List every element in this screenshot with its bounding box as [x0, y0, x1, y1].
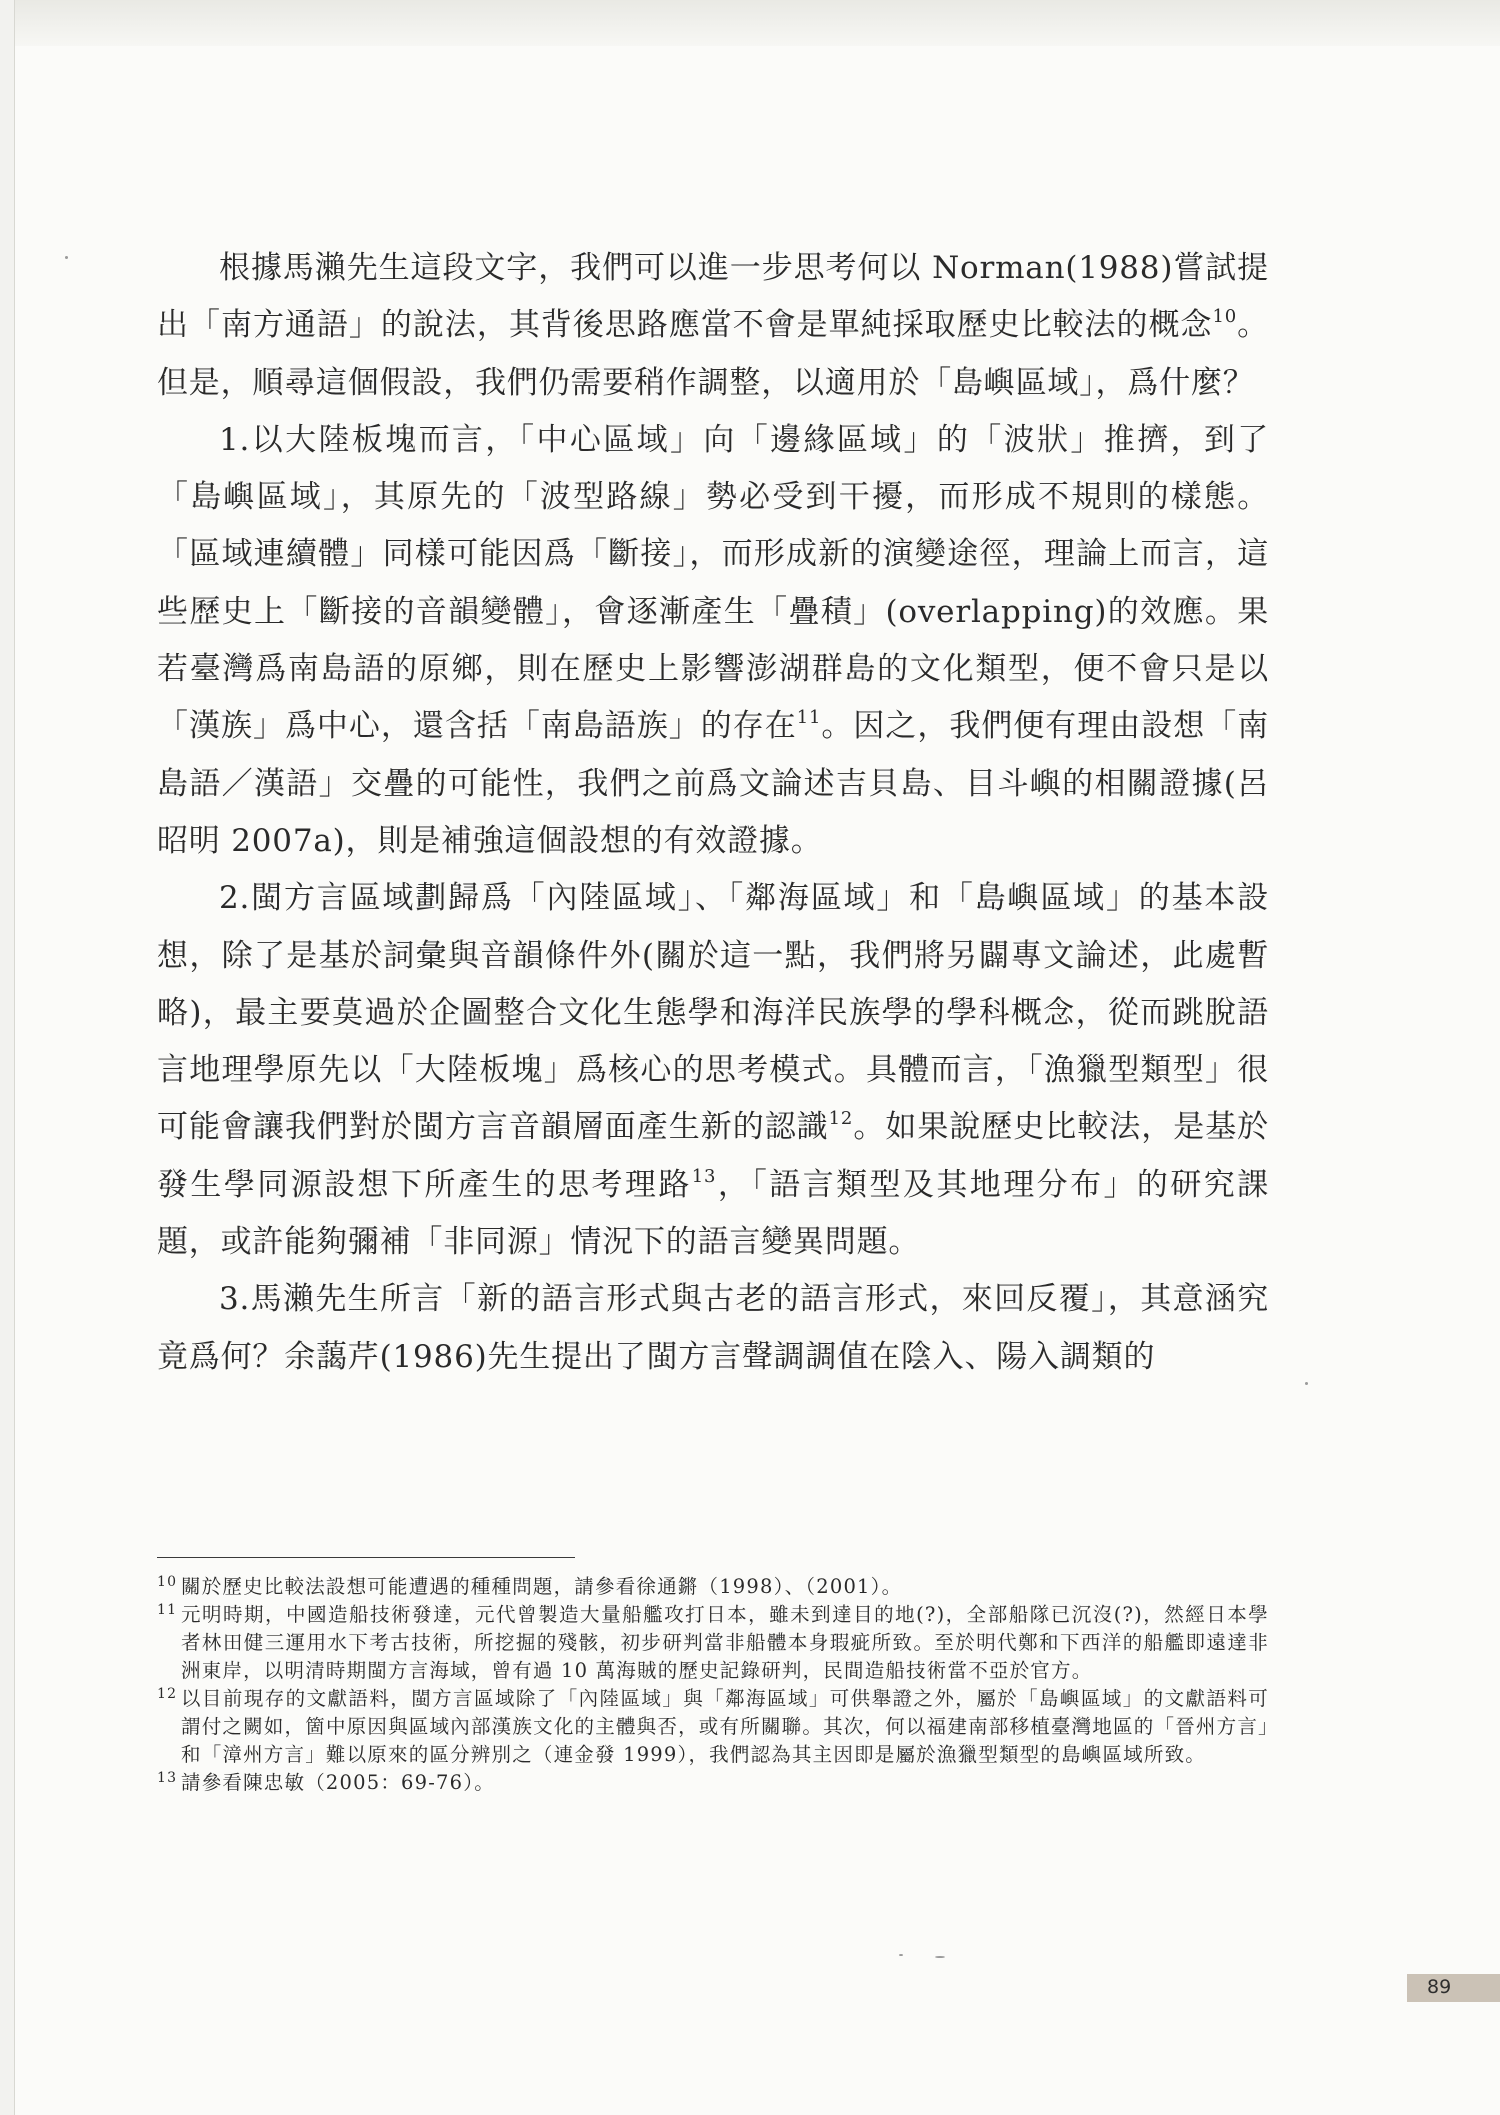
- footnote: [157, 1573, 1269, 1601]
- body-text-run: 1.以大陸板塊而言，「中心區域」向「邊緣區域」的「波狀」推擠，到了「島嶼區域」，其原先的「波型路線」勢必受到干擾，而形成不規則的樣態。「區域連續體」同樣可能因爲「斷接」，而形成新的演變途徑，理論上而言，這些歷史上「斷接的音韻變體」，會逐漸產生「疊積」(overlapping)的效應。果若臺灣爲南島語的原鄉，則在歷史上影響澎湖群島的文化類型，便不會只是以「漢族」爲中心，還含括「南島語族」的存在: [157, 421, 1269, 745]
- footnotes: [157, 1573, 1269, 1797]
- body-text-run: 2.閩方言區域劃歸爲「內陸區域」、「鄰海區域」和「島嶼區域」的基本設想，除了是基於詞彙與音韻條件外(關於這一點，我們將另闢專文論述，此處暫略)，最主要莫過於企圖整合文化生態學和海洋民族學的學科概念，從而跳脫語言地理學原先以「大陸板塊」爲核心的思考模式。具體而言，「漁獵型類型」很可能會讓我們對於閩方言音韻層面產生新的認識: [157, 880, 1269, 1146]
- body-text-run: ，「語言類型及其地理分布」的研究課題，或許能夠彌補「非同源」情況下的語言變異問題。: [157, 1166, 1269, 1261]
- footnote: [157, 1685, 1269, 1769]
- footnote: [157, 1601, 1269, 1685]
- scan-top-edge: [15, 0, 1500, 46]
- footnote-text: 關於歷史比較法設想可能遭遇的種種問題，請參看徐通鏘（1998）、（2001）。: [181, 1575, 903, 1598]
- page-number-tab: [1407, 1974, 1500, 2002]
- footnote-reference: 12: [828, 1108, 854, 1130]
- body-text: [157, 240, 1269, 1386]
- body-text-run: 。如果說歷史比較法，是基於發生學同源設想下所產生的思考理路: [157, 1109, 1269, 1203]
- scan-speck: [935, 1956, 945, 1958]
- footnote-separator: [157, 1557, 575, 1558]
- footnote-text: 以目前現存的文獻語料，閩方言區域除了「內陸區域」與「鄰海區域」可供舉證之外，屬於「島嶼區域」的文獻語料可謂付之闕如，箇中原因與區域內部漢族文化的主體與否，或有所關聯。其次，何以福建南部移植臺灣地區的「晉州方言」和「漳州方言」難以原來的區分辨別之（連金發 1999），我們認為其主因即是屬於漁獵型類型的島嶼區域所致。: [181, 1687, 1269, 1766]
- footnote-number: 13: [157, 1770, 178, 1786]
- footnote-text: 請參看陳忠敏（2005：69-76）。: [181, 1771, 495, 1794]
- scan-speck: [65, 256, 68, 259]
- footnote: [157, 1769, 1269, 1797]
- body-paragraph: [157, 1271, 1269, 1386]
- footnote-number: 11: [157, 1602, 178, 1618]
- document-page: [14, 0, 1500, 2115]
- footnote-reference: 11: [796, 707, 822, 729]
- body-text-run: 3.馬瀨先生所言「新的語言形式與古老的語言形式，來回反覆」，其意涵究竟爲何？余藹芹(1986)先生提出了閩方言聲調調值在陰入、陽入調類的: [157, 1281, 1269, 1375]
- body-paragraph: [157, 870, 1269, 1271]
- footnote-number: 10: [157, 1574, 178, 1590]
- body-paragraph: [157, 412, 1269, 870]
- footnote-text: 元明時期，中國造船技術發達，元代曾製造大量船艦攻打日本，雖未到達目的地(?)，全部船隊已沉沒(?)，然經日本學者林田健三運用水下考古技術，所挖掘的殘骸，初步研判當非船體本身瑕疵所致。至於明代鄭和下西洋的船艦即遠達非洲東岸，以明清時期閩方言海域，曾有過 10 萬海賊的歷史記錄研判，民間造船技術當不亞於官方。: [181, 1603, 1269, 1682]
- footnote-reference: 10: [1212, 306, 1237, 328]
- footnote-reference: 13: [691, 1165, 717, 1187]
- body-paragraph: [157, 240, 1269, 412]
- scan-speck: [899, 1954, 903, 1956]
- body-text-run: 。因之，我們便有理由設想「南島語／漢語」交疊的可能性，我們之前爲文論述吉貝島、目斗嶼的相關證據(呂昭明 2007a)，則是補強這個設想的有效證據。: [157, 708, 1270, 859]
- page-number: 89: [1427, 1976, 1452, 1998]
- body-text-run: 根據馬瀨先生這段文字，我們可以進一步思考何以 Norman(1988)嘗試提出「南方通語」的說法，其背後思路應當不會是單純採取歷史比較法的概念: [157, 250, 1269, 344]
- body-text-run: 。但是，順尋這個假設，我們仍需要稍作調整，以適用於「島嶼區域」，爲什麼？: [157, 307, 1269, 401]
- footnote-number: 12: [157, 1686, 178, 1702]
- scan-speck: [1305, 1382, 1308, 1385]
